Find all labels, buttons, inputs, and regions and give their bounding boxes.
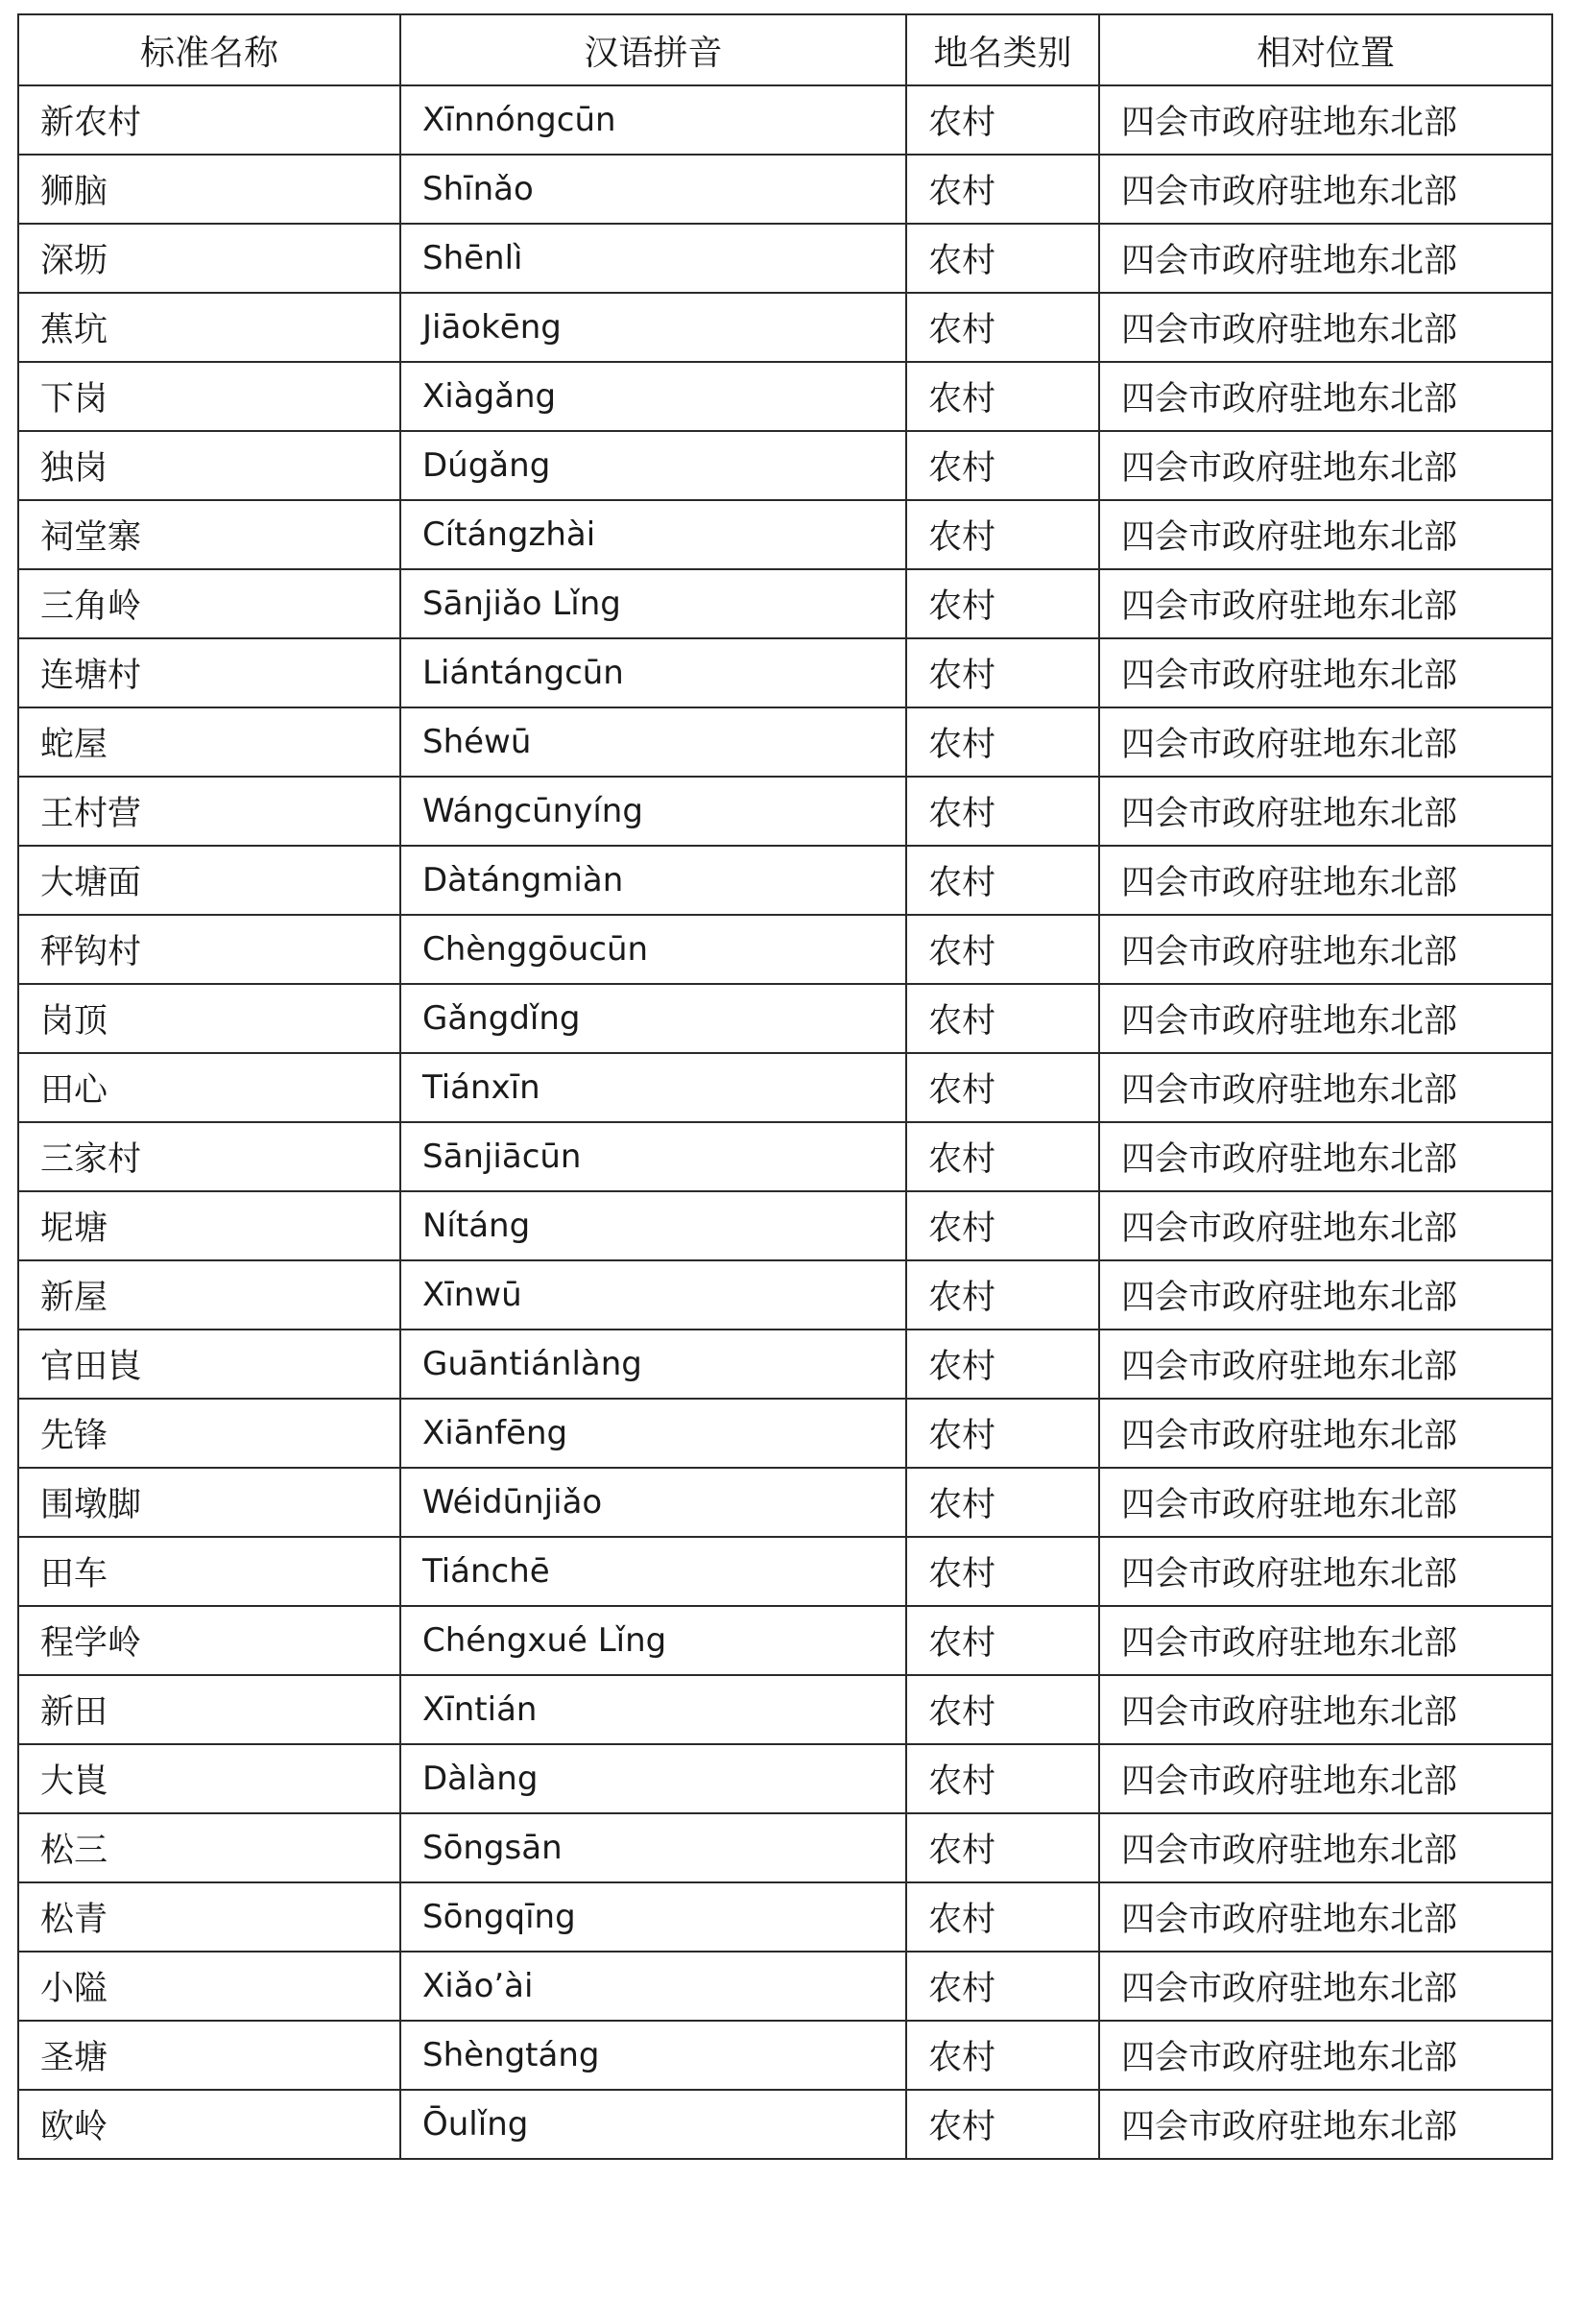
cell-standard-name: 蛇屋 [18,707,400,777]
cell-standard-name: 连塘村 [18,638,400,707]
table-row [18,224,1552,293]
cell-relative-location: 四会市政府驻地东北部 [1099,1191,1552,1260]
table-header-row [18,14,1552,85]
table-row [18,155,1552,224]
table-row [18,2021,1552,2090]
cell-relative-location: 四会市政府驻地东北部 [1099,638,1552,707]
cell-pinyin: Wángcūnyíng [400,777,906,846]
cell-relative-location: 四会市政府驻地东北部 [1099,1260,1552,1330]
cell-relative-location: 四会市政府驻地东北部 [1099,1952,1552,2021]
table-row [18,638,1552,707]
cell-category: 农村 [906,1537,1099,1606]
cell-relative-location: 四会市政府驻地东北部 [1099,155,1552,224]
cell-category: 农村 [906,2021,1099,2090]
cell-pinyin: Tiánxīn [400,1053,906,1122]
table-row [18,1399,1552,1468]
cell-relative-location: 四会市政府驻地东北部 [1099,1122,1552,1191]
cell-standard-name: 狮脑 [18,155,400,224]
cell-standard-name: 深坜 [18,224,400,293]
table-row [18,1260,1552,1330]
table-row [18,1606,1552,1675]
cell-standard-name: 松三 [18,1813,400,1882]
cell-relative-location: 四会市政府驻地东北部 [1099,707,1552,777]
table-row [18,1330,1552,1399]
table-row [18,362,1552,431]
table-row [18,1813,1552,1882]
cell-standard-name: 岗顶 [18,984,400,1053]
cell-standard-name: 新田 [18,1675,400,1744]
cell-category: 农村 [906,2090,1099,2159]
cell-category: 农村 [906,155,1099,224]
table-row [18,569,1552,638]
table-row [18,1468,1552,1537]
cell-pinyin: Tiánchē [400,1537,906,1606]
cell-standard-name: 欧岭 [18,2090,400,2159]
table-row [18,777,1552,846]
cell-pinyin: Sānjiācūn [400,1122,906,1191]
header-standard-name: 标准名称 [18,14,400,85]
cell-standard-name: 独岗 [18,431,400,500]
cell-standard-name: 三角岭 [18,569,400,638]
cell-relative-location: 四会市政府驻地东北部 [1099,1744,1552,1813]
cell-relative-location: 四会市政府驻地东北部 [1099,1606,1552,1675]
cell-standard-name: 新屋 [18,1260,400,1330]
cell-pinyin: Gǎngdǐng [400,984,906,1053]
cell-relative-location: 四会市政府驻地东北部 [1099,846,1552,915]
cell-pinyin: Jiāokēng [400,293,906,362]
table-row [18,85,1552,155]
table-row [18,984,1552,1053]
table-row [18,1744,1552,1813]
header-category: 地名类别 [906,14,1099,85]
cell-pinyin: Xīnwū [400,1260,906,1330]
cell-relative-location: 四会市政府驻地东北部 [1099,1468,1552,1537]
cell-pinyin: Ōulǐng [400,2090,906,2159]
cell-relative-location: 四会市政府驻地东北部 [1099,1053,1552,1122]
cell-pinyin: Chéngxué Lǐng [400,1606,906,1675]
cell-standard-name: 官田崀 [18,1330,400,1399]
cell-relative-location: 四会市政府驻地东北部 [1099,500,1552,569]
cell-relative-location: 四会市政府驻地东北部 [1099,224,1552,293]
table-row [18,1675,1552,1744]
cell-pinyin: Xīnnóngcūn [400,85,906,155]
cell-standard-name: 祠堂寨 [18,500,400,569]
table-row [18,293,1552,362]
table-row [18,1537,1552,1606]
cell-category: 农村 [906,1330,1099,1399]
cell-relative-location: 四会市政府驻地东北部 [1099,984,1552,1053]
cell-category: 农村 [906,224,1099,293]
table-row [18,707,1552,777]
cell-pinyin: Cítángzhài [400,500,906,569]
cell-standard-name: 大塘面 [18,846,400,915]
cell-standard-name: 秤钩村 [18,915,400,984]
cell-relative-location: 四会市政府驻地东北部 [1099,1675,1552,1744]
cell-pinyin: Nítáng [400,1191,906,1260]
cell-pinyin: Dàtángmiàn [400,846,906,915]
cell-category: 农村 [906,569,1099,638]
cell-relative-location: 四会市政府驻地东北部 [1099,362,1552,431]
cell-category: 农村 [906,1606,1099,1675]
cell-pinyin: Xīntián [400,1675,906,1744]
cell-standard-name: 先锋 [18,1399,400,1468]
cell-pinyin: Chènggōucūn [400,915,906,984]
place-name-table [17,13,1553,2160]
cell-category: 农村 [906,1813,1099,1882]
cell-relative-location: 四会市政府驻地东北部 [1099,1399,1552,1468]
cell-standard-name: 新农村 [18,85,400,155]
cell-category: 农村 [906,1399,1099,1468]
cell-standard-name: 田心 [18,1053,400,1122]
cell-pinyin: Sōngsān [400,1813,906,1882]
cell-category: 农村 [906,1744,1099,1813]
table-body [18,85,1552,2159]
cell-pinyin: Xiǎo’ài [400,1952,906,2021]
table-row [18,1053,1552,1122]
header-relative-location: 相对位置 [1099,14,1552,85]
cell-standard-name: 围墩脚 [18,1468,400,1537]
cell-category: 农村 [906,1122,1099,1191]
table-row [18,431,1552,500]
cell-category: 农村 [906,638,1099,707]
table-row [18,500,1552,569]
cell-pinyin: Wéidūnjiǎo [400,1468,906,1537]
cell-standard-name: 程学岭 [18,1606,400,1675]
table-row [18,1882,1552,1952]
cell-pinyin: Sānjiǎo Lǐng [400,569,906,638]
cell-pinyin: Shéwū [400,707,906,777]
cell-category: 农村 [906,915,1099,984]
cell-relative-location: 四会市政府驻地东北部 [1099,431,1552,500]
cell-pinyin: Guāntiánlàng [400,1330,906,1399]
cell-standard-name: 小隘 [18,1952,400,2021]
cell-category: 农村 [906,846,1099,915]
cell-relative-location: 四会市政府驻地东北部 [1099,915,1552,984]
table-row [18,1122,1552,1191]
cell-category: 农村 [906,1191,1099,1260]
cell-pinyin: Dàlàng [400,1744,906,1813]
cell-relative-location: 四会市政府驻地东北部 [1099,569,1552,638]
cell-relative-location: 四会市政府驻地东北部 [1099,1882,1552,1952]
cell-pinyin: Xiānfēng [400,1399,906,1468]
cell-pinyin: Shēnlì [400,224,906,293]
cell-pinyin: Shīnǎo [400,155,906,224]
cell-standard-name: 田车 [18,1537,400,1606]
table-row [18,2090,1552,2159]
cell-category: 农村 [906,984,1099,1053]
cell-standard-name: 松青 [18,1882,400,1952]
cell-category: 农村 [906,707,1099,777]
cell-relative-location: 四会市政府驻地东北部 [1099,1330,1552,1399]
cell-category: 农村 [906,362,1099,431]
cell-category: 农村 [906,1260,1099,1330]
cell-category: 农村 [906,500,1099,569]
cell-pinyin: Shèngtáng [400,2021,906,2090]
table-row [18,915,1552,984]
cell-category: 农村 [906,1675,1099,1744]
cell-relative-location: 四会市政府驻地东北部 [1099,1537,1552,1606]
cell-category: 农村 [906,293,1099,362]
cell-standard-name: 王村营 [18,777,400,846]
cell-category: 农村 [906,1882,1099,1952]
table-row [18,1952,1552,2021]
cell-category: 农村 [906,431,1099,500]
cell-category: 农村 [906,1952,1099,2021]
cell-category: 农村 [906,777,1099,846]
cell-relative-location: 四会市政府驻地东北部 [1099,85,1552,155]
cell-category: 农村 [906,1468,1099,1537]
cell-relative-location: 四会市政府驻地东北部 [1099,2021,1552,2090]
cell-category: 农村 [906,85,1099,155]
cell-standard-name: 圣塘 [18,2021,400,2090]
cell-standard-name: 大崀 [18,1744,400,1813]
cell-standard-name: 蕉坑 [18,293,400,362]
cell-pinyin: Xiàgǎng [400,362,906,431]
header-pinyin: 汉语拼音 [400,14,906,85]
place-name-table-container [17,13,1551,2160]
table-row [18,846,1552,915]
cell-pinyin: Sōngqīng [400,1882,906,1952]
cell-relative-location: 四会市政府驻地东北部 [1099,293,1552,362]
cell-standard-name: 三家村 [18,1122,400,1191]
cell-relative-location: 四会市政府驻地东北部 [1099,1813,1552,1882]
cell-standard-name: 下岗 [18,362,400,431]
cell-standard-name: 坭塘 [18,1191,400,1260]
table-row [18,1191,1552,1260]
cell-category: 农村 [906,1053,1099,1122]
cell-relative-location: 四会市政府驻地东北部 [1099,777,1552,846]
cell-pinyin: Liántángcūn [400,638,906,707]
cell-relative-location: 四会市政府驻地东北部 [1099,2090,1552,2159]
cell-pinyin: Dúgǎng [400,431,906,500]
